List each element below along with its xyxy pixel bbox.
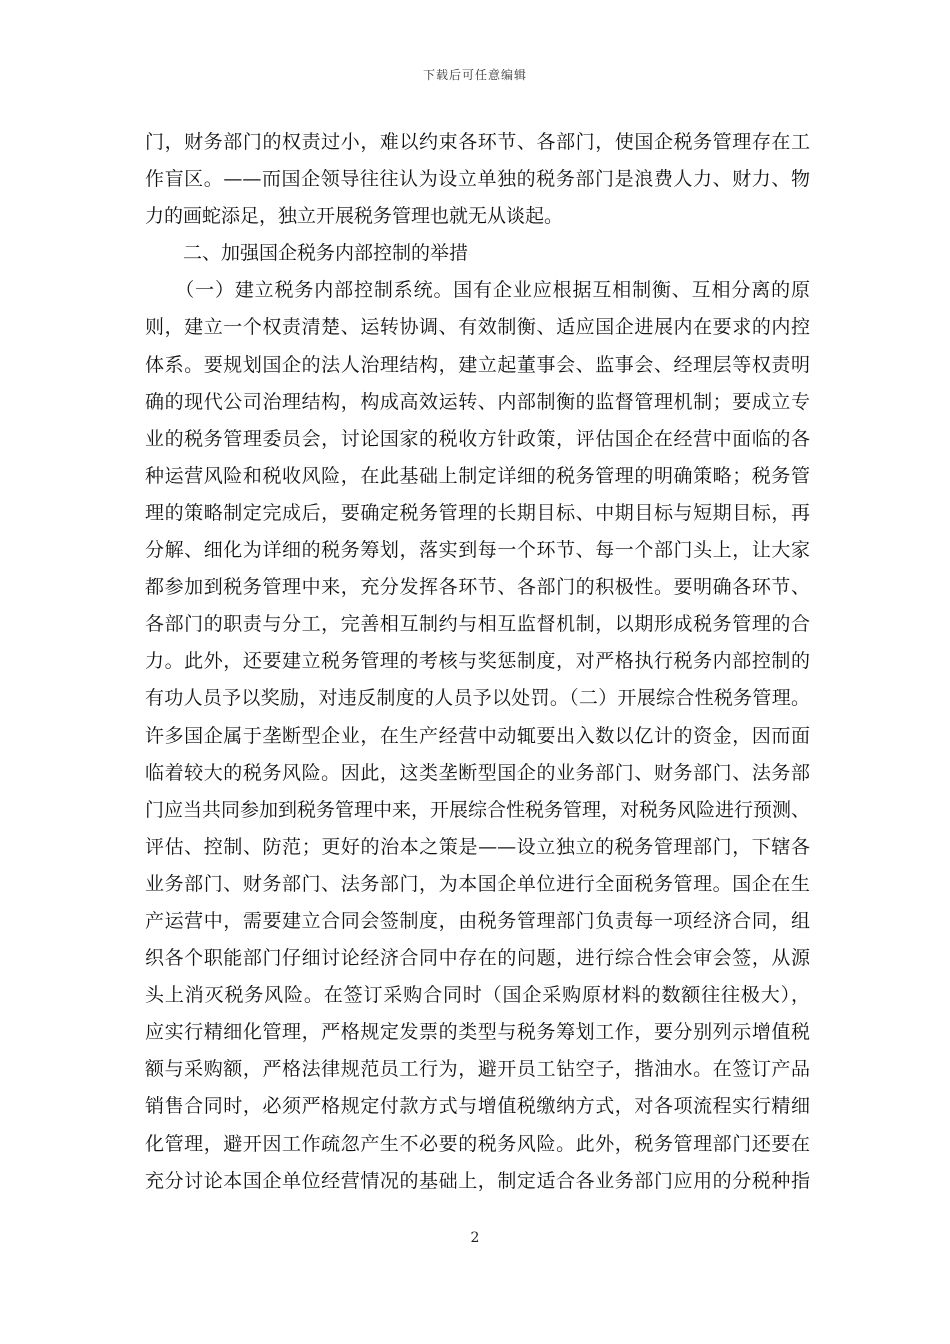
text-line: 力的画蛇添足，独立开展税务管理也就无从谈起。 [145, 205, 564, 228]
text-line: （一）建立税务内部控制系统。国有企业应根据互相制衡、互相分离的原 [145, 279, 810, 302]
text-line: 业务部门、财务部门、法务部门，为本国企单位进行全面税务管理。国企在生 [145, 872, 810, 895]
text-line: 则，建立一个权责清楚、运转协调、有效制衡、适应国企进展内在要求的内控 [145, 316, 810, 339]
text-line: 业的税务管理委员会，讨论国家的税收方针政策，评估国企在经营中面临的各 [145, 427, 810, 450]
text-line: 力。此外，还要建立税务管理的考核与奖惩制度，对严格执行税务内部控制的 [145, 650, 810, 673]
text-line: 各部门的职责与分工，完善相互制约与相互监督机制，以期形成税务管理的合 [145, 613, 810, 636]
text-line: 分解、细化为详细的税务筹划，落实到每一个环节、每一个部门头上，让大家 [145, 539, 810, 562]
body-text [145, 124, 810, 1200]
text-line: 作盲区。——而国企领导往往认为设立单独的税务部门是浪费人力、财力、物 [145, 168, 810, 191]
text-line: 销售合同时，必须严格规定付款方式与增值税缴纳方式，对各项流程实行精细 [145, 1095, 810, 1118]
text-line: 应实行精细化管理，严格规定发票的类型与税务筹划工作，要分别列示增值税 [145, 1021, 810, 1044]
text-line: 许多国企属于垄断型企业，在生产经营中动辄要出入数以亿计的资金，因而面 [145, 724, 810, 747]
text-line: 确的现代公司治理结构，构成高效运转、内部制衡的监督管理机制；要成立专 [145, 390, 810, 413]
text-line: 充分讨论本国企单位经营情况的基础上，制定适合各业务部门应用的分税种指 [145, 1169, 810, 1192]
text-line: 临着较大的税务风险。因此，这类垄断型国企的业务部门、财务部门、法务部 [145, 761, 810, 784]
section-heading: 二、加强国企税务内部控制的举措 [145, 242, 469, 265]
text-line: 有功人员予以奖励，对违反制度的人员予以处罚。（二）开展综合性税务管理。 [145, 687, 810, 710]
text-line: 理的策略制定完成后，要确定税务管理的长期目标、中期目标与短期目标，再 [145, 501, 810, 524]
text-line: 化管理，避开因工作疏忽产生不必要的税务风险。此外，税务管理部门还要在 [145, 1132, 810, 1155]
text-line: 织各个职能部门仔细讨论经济合同中存在的问题，进行综合性会审会签，从源 [145, 947, 810, 970]
text-line: 都参加到税务管理中来，充分发挥各环节、各部门的积极性。要明确各环节、 [145, 576, 810, 599]
page-header: 下载后可任意编辑 [422, 68, 527, 82]
text-line: 门，财务部门的权责过小，难以约束各环节、各部门，使国企税务管理存在工 [145, 131, 810, 153]
text-line: 额与采购额，严格法律规范员工行为，避开员工钻空子，揩油水。在签订产品 [145, 1058, 810, 1081]
text-line: 头上消灭税务风险。在签订采购合同时（国企采购原材料的数额往往极大）， [145, 984, 810, 1007]
text-line: 体系。要规划国企的法人治理结构，建立起董事会、监事会、经理层等权责明 [145, 353, 810, 376]
text-line: 种运营风险和税收风险，在此基础上制定详细的税务管理的明确策略；税务管 [145, 464, 810, 487]
page-number: 2 [470, 1230, 480, 1246]
text-line: 产运营中，需要建立合同会签制度，由税务管理部门负责每一项经济合同，组 [145, 909, 810, 932]
text-line: 门应当共同参加到税务管理中来，开展综合性税务管理，对税务风险进行预测、 [145, 798, 810, 821]
text-line: 评估、控制、防范；更好的治本之策是——设立独立的税务管理部门，下辖各 [145, 835, 810, 858]
